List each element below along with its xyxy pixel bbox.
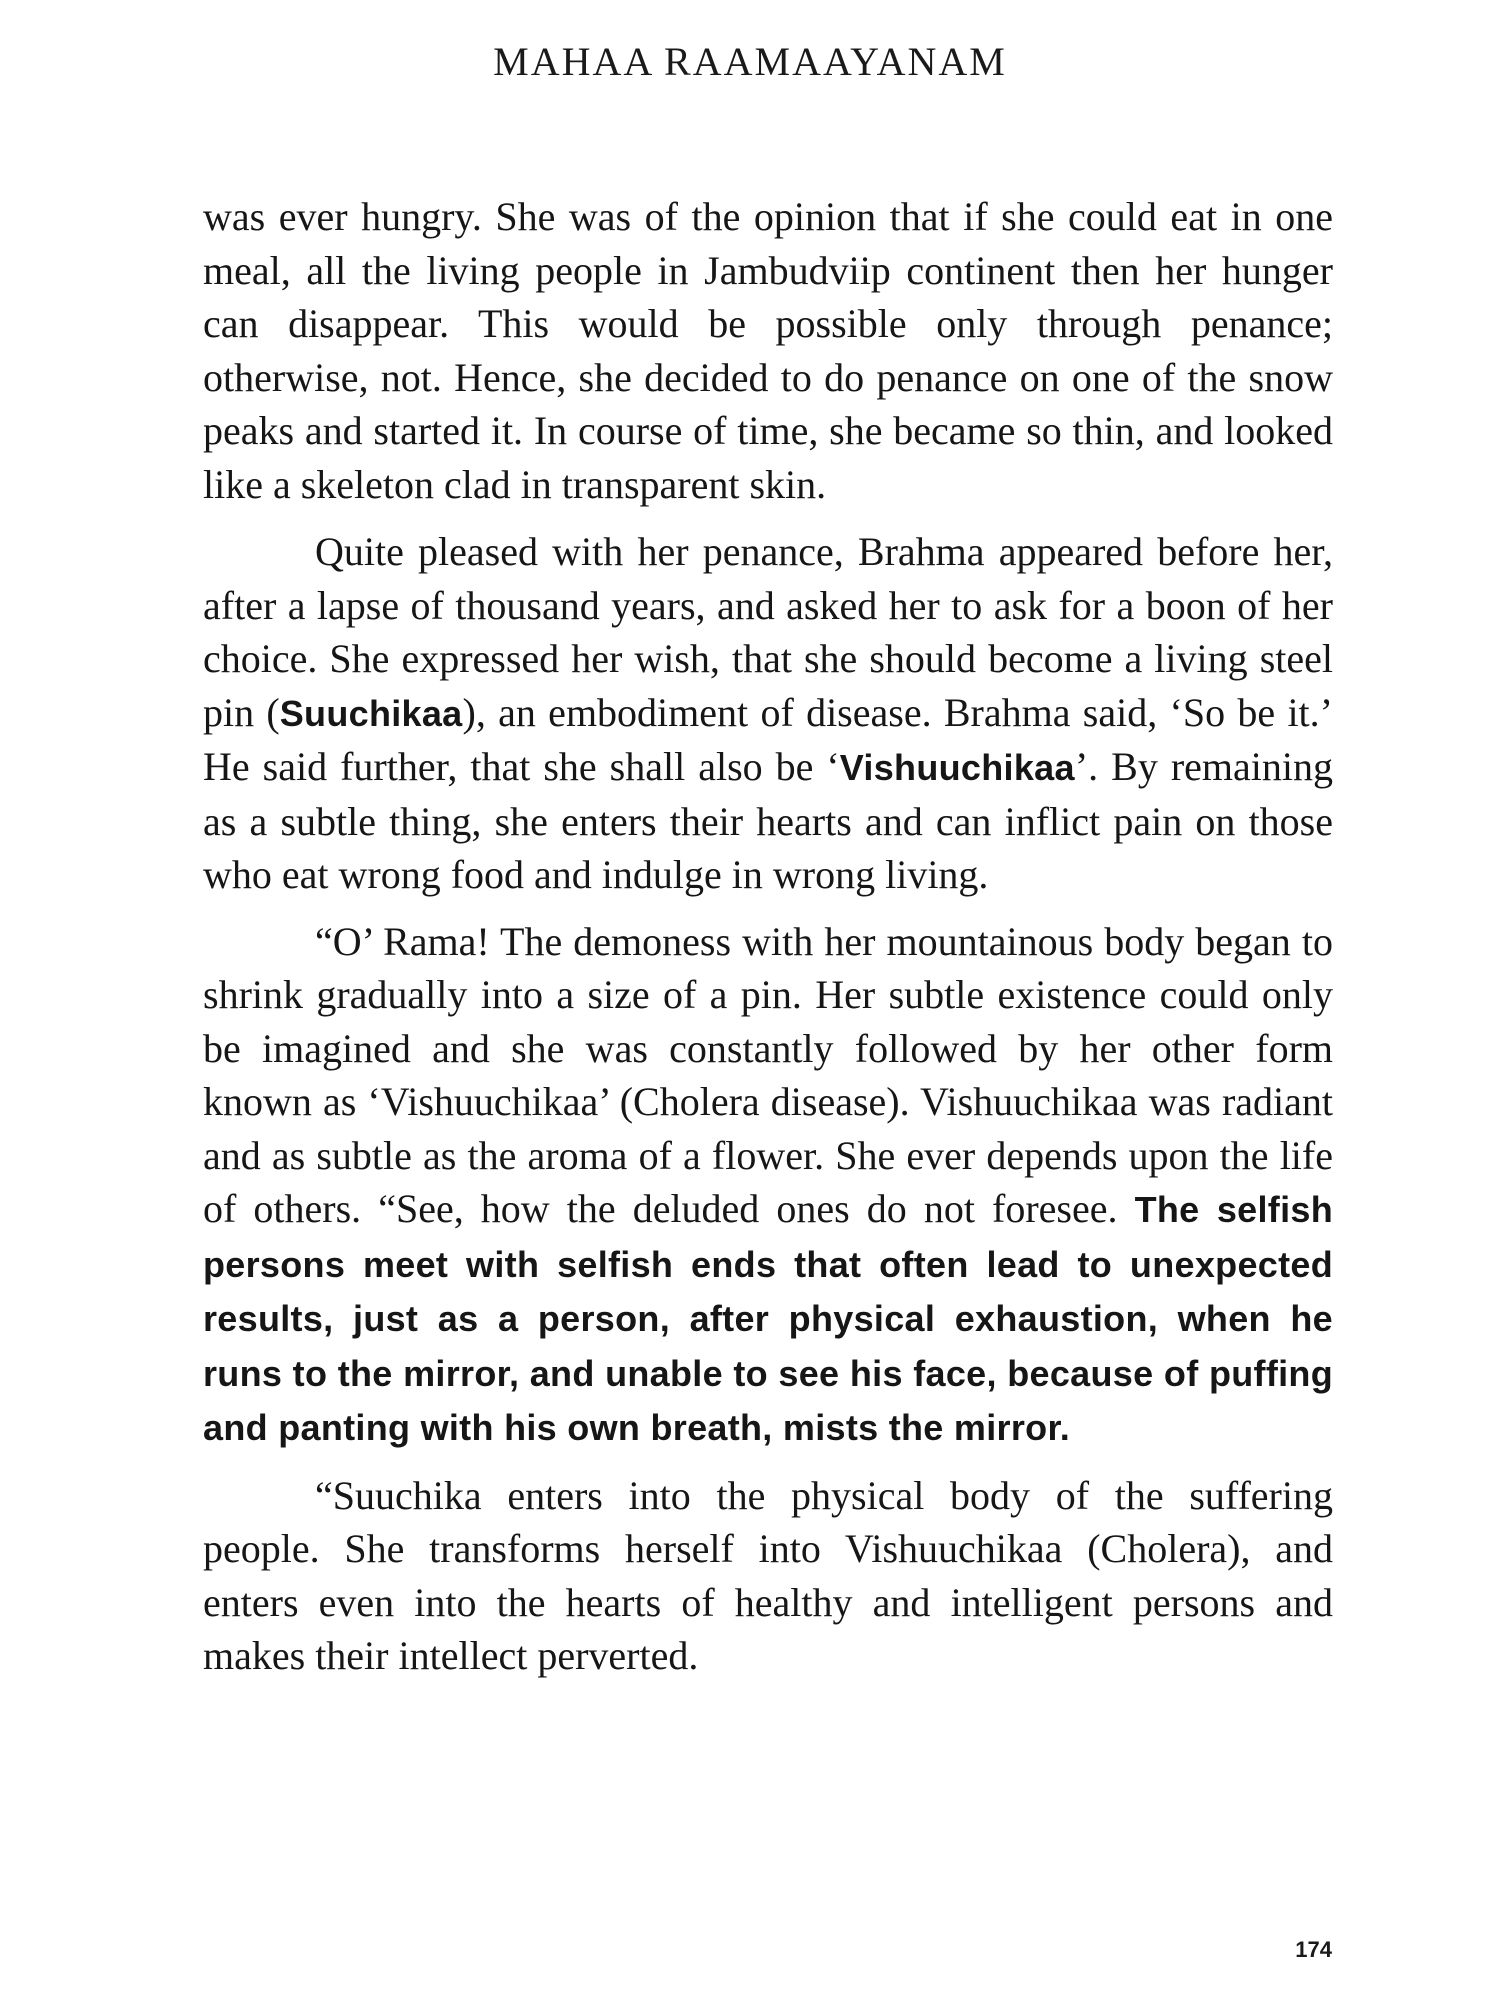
body-text <box>203 190 1333 1697</box>
page-number: 174 <box>1295 1937 1332 1962</box>
paragraph-2-text-b: ), an embodiment of disease. Brahma said, ‘So be it.’ He said further, that she shall also be ‘ <box>203 689 1333 789</box>
paragraph-1-text: was ever hungry. She was of the opinion that if she could eat in one meal, all the living people in Jambudviip continent then her hunger can disappear. This would be possible only through penance; otherwise, not. Hence, she decided to do penance on one of the snow peaks and started it. In course of time, she became so thin, and looked like a skeleton clad in transparent skin. <box>203 194 1333 507</box>
running-head-title: MAHAA RAAMAAYANAM <box>493 39 1007 84</box>
paragraph-4-text: “Suuchika enters into the physical body of the suffering people. She transforms herself into Vishuuchikaa (Cholera), and enters even into the hearts of healthy and intelligent persons and makes their intellect perverted. <box>203 1472 1333 1678</box>
paragraph-2 <box>203 525 1333 902</box>
paragraph-1 <box>203 190 1333 511</box>
paragraph-3 <box>203 915 1333 1455</box>
term-suuchikaa: Suuchikaa <box>279 692 463 734</box>
paragraph-3-text: “O’ Rama! The demoness with her mountainous body began to shrink gradually into a size of a pin. Her subtle existence could only be imagined and she was constantly followed by her other form known as ‘Vishuuchikaa’ (Cholera disease). Vishuuchikaa was radiant and as subtle as the aroma of a flower. She ever depends upon the life of others. “See, how the deluded ones do not foresee. <box>203 918 1333 1231</box>
paragraph-2-text-c: ’. By remaining as a subtle thing, she enters their hearts and can inflict pain on those who eat wrong food and indulge in wrong living. <box>203 744 1334 897</box>
paragraph-2-text-a: Quite pleased with her penance, Brahma appeared before her, after a lapse of thousand years, and asked her to ask for a boon of her choice. She expressed her wish, that she should become a living steel pin ( <box>203 529 1333 735</box>
term-vishuuchikaa: Vishuuchikaa <box>839 747 1075 788</box>
paragraph-4 <box>203 1469 1333 1683</box>
paragraph-3-emphasis: The selfish persons meet with selfish ends that often lead to unexpected results, just as a person, after physical exhaustion, when he runs to the mirror, and unable to see his face, because of puffing and panting with his own breath, mists the mirror. <box>203 1189 1333 1448</box>
